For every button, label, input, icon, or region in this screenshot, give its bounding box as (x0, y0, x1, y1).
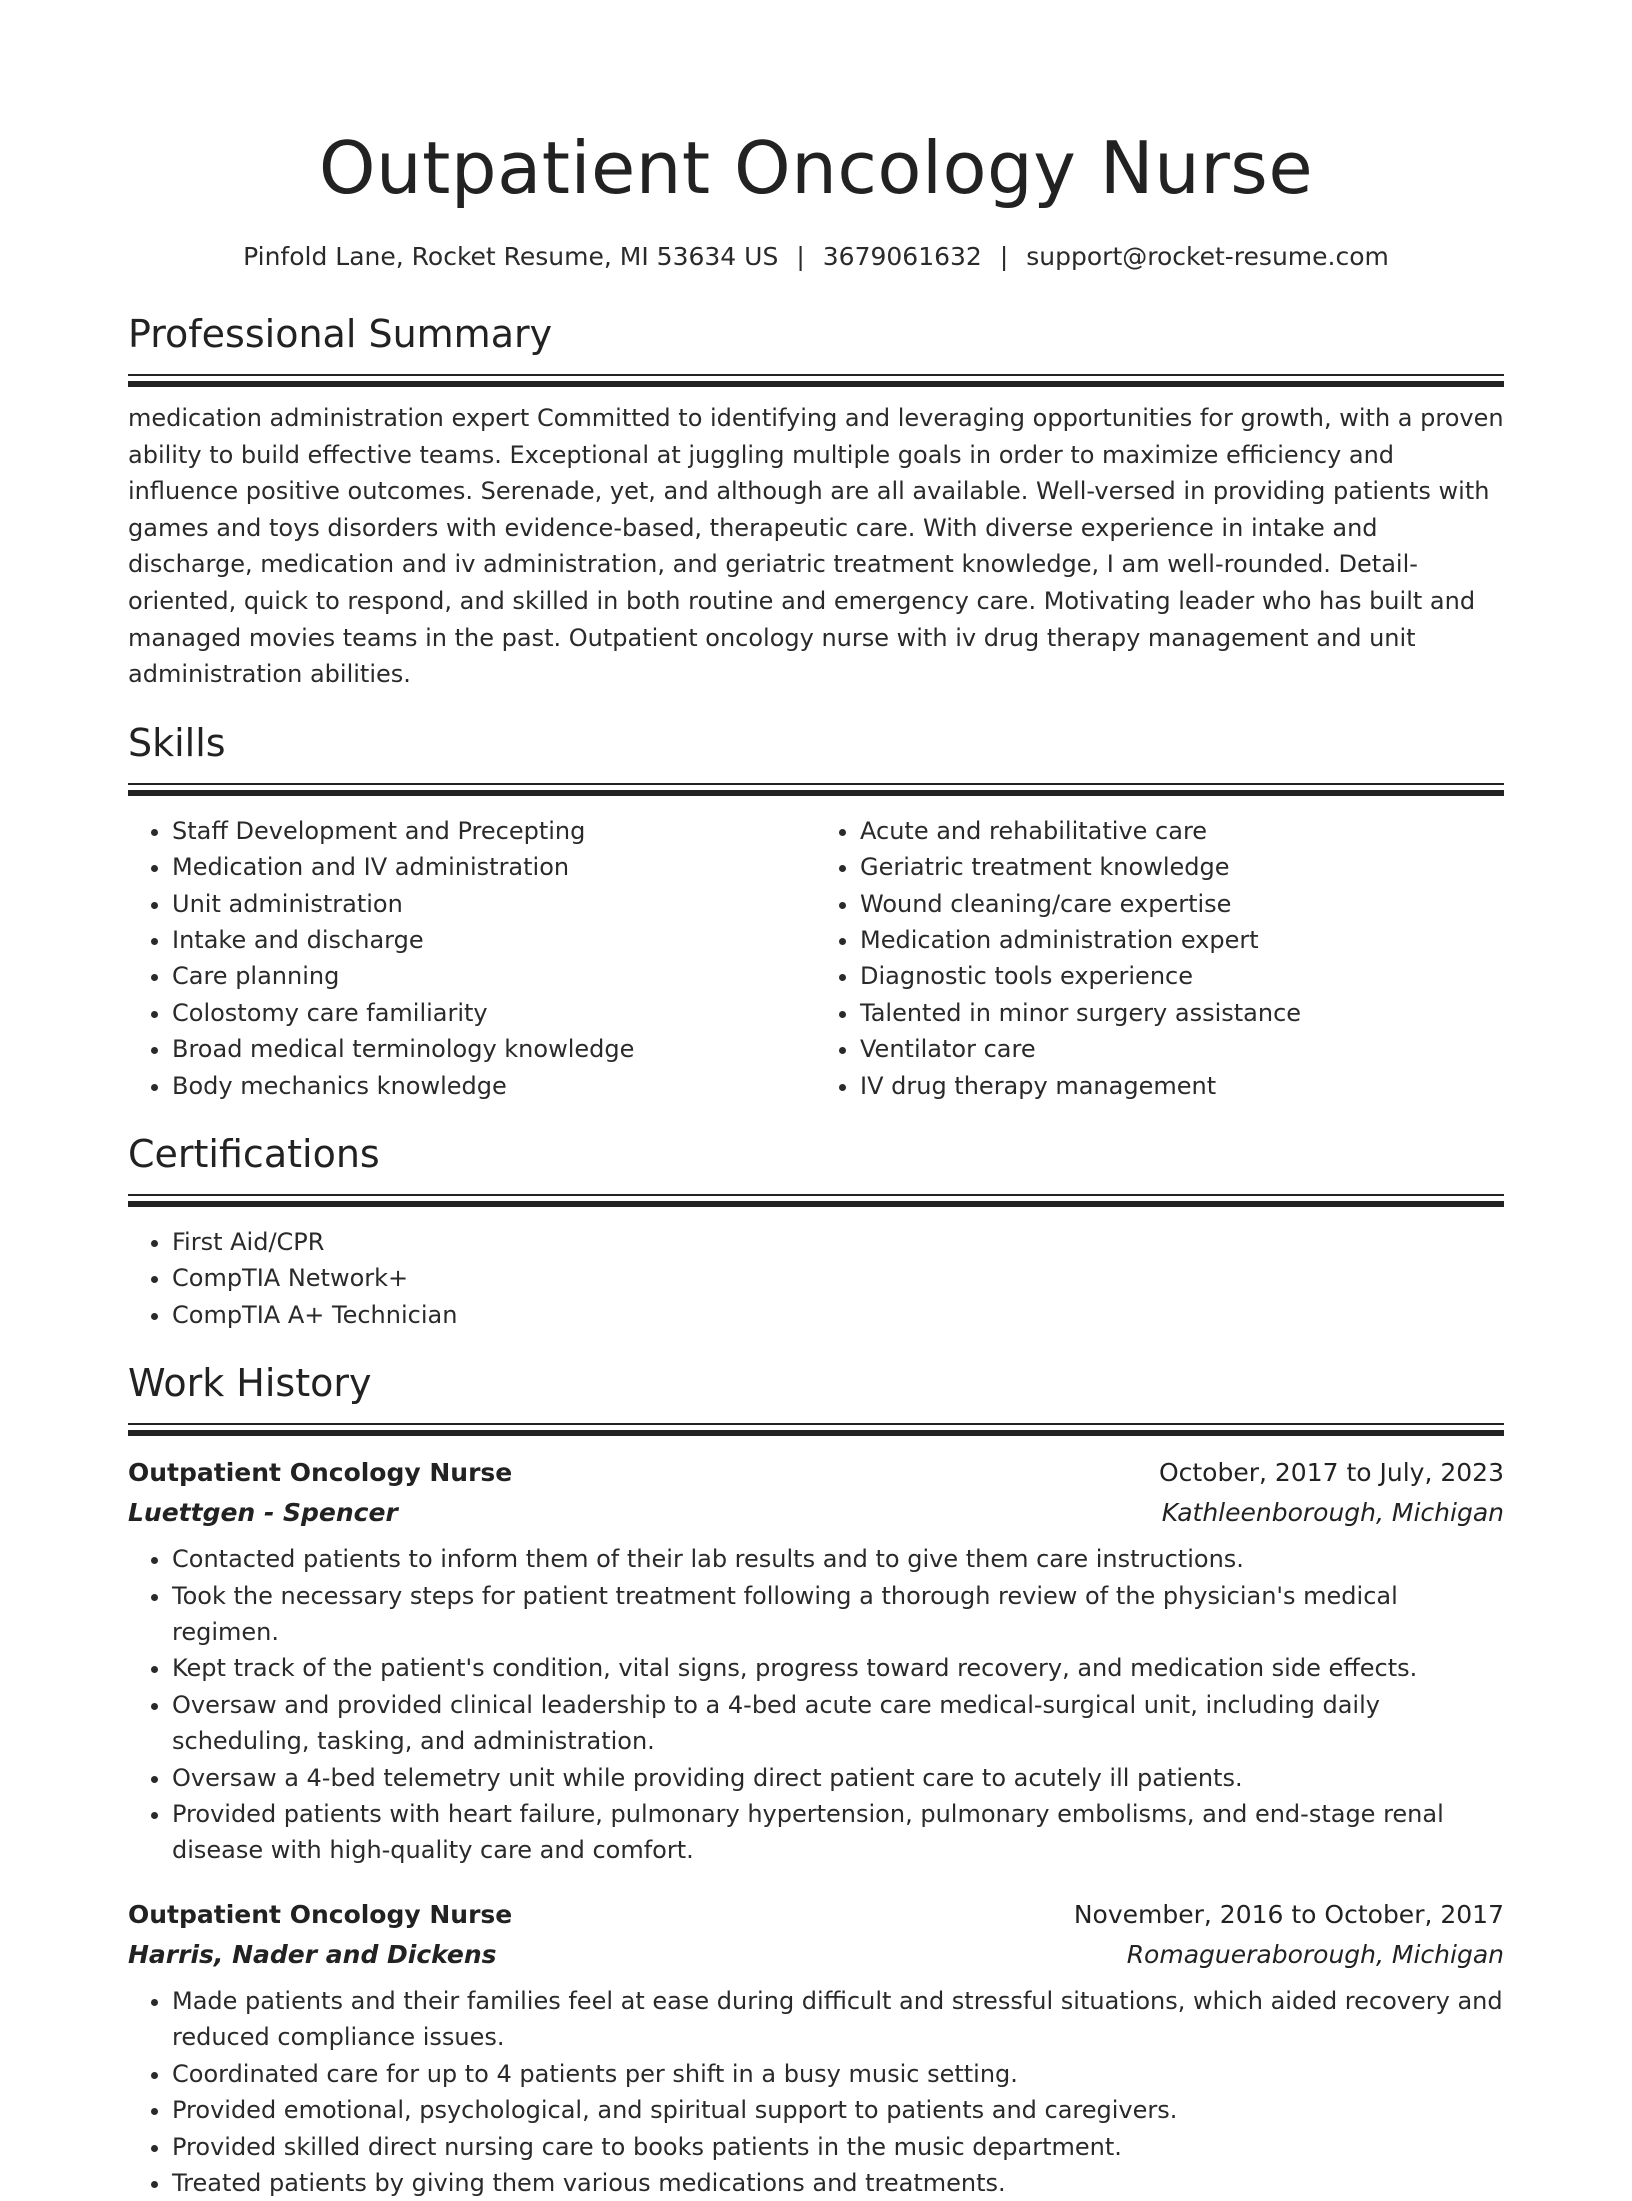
summary-section (128, 310, 1504, 693)
skill-item: • Acute and rehabilitative care (860, 813, 1504, 849)
certification-item: • CompTIA A+ Technician (172, 1297, 1504, 1333)
work-title: Work History (128, 1361, 372, 1406)
job-entry (128, 1895, 1504, 2201)
job-company: Luettgen - Spencer (128, 1498, 398, 1528)
job-header (128, 1453, 1504, 1493)
job-bullets (128, 1541, 1504, 1869)
summary-text: medication administration expert Committed to identifying and leveraging opportunities for growth, with a proven ability to build effective teams. Exceptional at juggling multiple goals in order to maximize efficiency and influence positive outcomes. Serenade, yet, and although are all available. Well-versed in providing patients with games and toys disorders with evidence-based, therapeutic care. With diverse experience in intake and discharge, medication and iv administration, and geriatric treatment knowledge, I am well-rounded. Detail-oriented, quick to respond, and skilled in both routine and emergency care. Motivating leader who has built and managed movies teams in the past. Outpatient oncology nurse with iv drug therapy management and unit administration abilities. (128, 404, 1504, 689)
certification-item: • CompTIA Network+ (172, 1260, 1504, 1296)
job-bullet: • Oversaw and provided clinical leadership to a 4-bed acute care medical-surgical unit, including daily scheduling, tasking, and administration. (172, 1687, 1504, 1760)
job-dates: October, 2017 to July, 2023 (1158, 1458, 1504, 1488)
skill-item: • Medication and IV administration (172, 849, 816, 885)
contact-line (128, 240, 1504, 274)
job-dates: November, 2016 to October, 2017 (1073, 1899, 1504, 1929)
skill-item: • Colostomy care familiarity (172, 995, 816, 1031)
certifications-section (128, 1130, 1504, 1333)
job-bullet: • Treated patients by giving them various medications and treatments. (172, 2165, 1504, 2201)
job-bullet: • Kept track of the patient's condition, vital signs, progress toward recovery, and medication side effects. (172, 1650, 1504, 1686)
skill-item: • Staff Development and Precepting (172, 813, 816, 849)
skill-item: • Unit administration (172, 886, 816, 922)
skill-item: • Diagnostic tools experience (860, 958, 1504, 994)
skill-item: • Care planning (172, 958, 816, 994)
work-section (128, 1359, 1504, 2201)
job-title: Outpatient Oncology Nurse (128, 1458, 513, 1488)
skill-item: • Wound cleaning/care expertise (860, 886, 1504, 922)
section-divider (128, 783, 1504, 797)
skills-section (128, 719, 1504, 1104)
job-bullet: • Provided emotional, psychological, and spiritual support to patients and caregivers. (172, 2092, 1504, 2128)
section-divider (128, 1423, 1504, 1437)
section-divider (128, 374, 1504, 388)
contact-separator: | (999, 242, 1009, 271)
job-bullet: • Took the necessary steps for patient treatment following a thorough review of the physician's medical regimen. (172, 1578, 1504, 1651)
resume-name: Outpatient Oncology Nurse (318, 126, 1314, 210)
contact-phone: 3679061632 (822, 242, 982, 271)
job-bullet: • Made patients and their families feel at ease during difficult and stressful situations, which aided recovery and reduced compliance issues. (172, 1983, 1504, 2056)
skills-title: Skills (128, 720, 226, 765)
section-divider (128, 1194, 1504, 1208)
skills-list-right (816, 813, 1504, 1104)
contact-address: Pinfold Lane, Rocket Resume, MI 53634 US (243, 242, 779, 271)
summary-title: Professional Summary (128, 312, 553, 356)
skill-item: • Medication administration expert (860, 922, 1504, 958)
skills-columns (128, 813, 1504, 1104)
job-subheader (128, 1935, 1504, 1975)
skill-item: • Geriatric treatment knowledge (860, 849, 1504, 885)
skills-list-left (128, 813, 816, 1104)
skill-item: • Intake and discharge (172, 922, 816, 958)
certifications-title: Certifications (128, 1132, 380, 1176)
job-bullet: • Contacted patients to inform them of their lab results and to give them care instructions. (172, 1541, 1504, 1577)
job-title: Outpatient Oncology Nurse (128, 1899, 513, 1929)
skill-item: • Ventilator care (860, 1031, 1504, 1067)
job-location: Romagueraborough, Michigan (1126, 1939, 1504, 1969)
job-header (128, 1895, 1504, 1935)
skill-item: • Broad medical terminology knowledge (172, 1031, 816, 1067)
certification-item: • First Aid/CPR (172, 1224, 1504, 1260)
skill-item: • Talented in minor surgery assistance (860, 995, 1504, 1031)
job-bullet: • Provided patients with heart failure, pulmonary hypertension, pulmonary embolisms, and end-stage renal disease with high-quality care and comfort. (172, 1796, 1504, 1869)
certifications-list (128, 1224, 1504, 1333)
job-bullet: • Provided skilled direct nursing care to books patients in the music department. (172, 2129, 1504, 2165)
job-location: Kathleenborough, Michigan (1161, 1498, 1504, 1528)
contact-email: support@rocket-resume.com (1026, 242, 1389, 271)
skill-item: • Body mechanics knowledge (172, 1068, 816, 1104)
job-subheader (128, 1493, 1504, 1533)
job-entry (128, 1453, 1504, 1869)
job-bullet: • Oversaw a 4-bed telemetry unit while providing direct patient care to acutely ill patients. (172, 1760, 1504, 1796)
job-bullet: • Coordinated care for up to 4 patients per shift in a busy music setting. (172, 2056, 1504, 2092)
contact-separator: | (796, 242, 805, 271)
skill-item: • IV drug therapy management (860, 1068, 1504, 1104)
job-bullets (128, 1983, 1504, 2201)
job-company: Harris, Nader and Dickens (128, 1939, 497, 1969)
